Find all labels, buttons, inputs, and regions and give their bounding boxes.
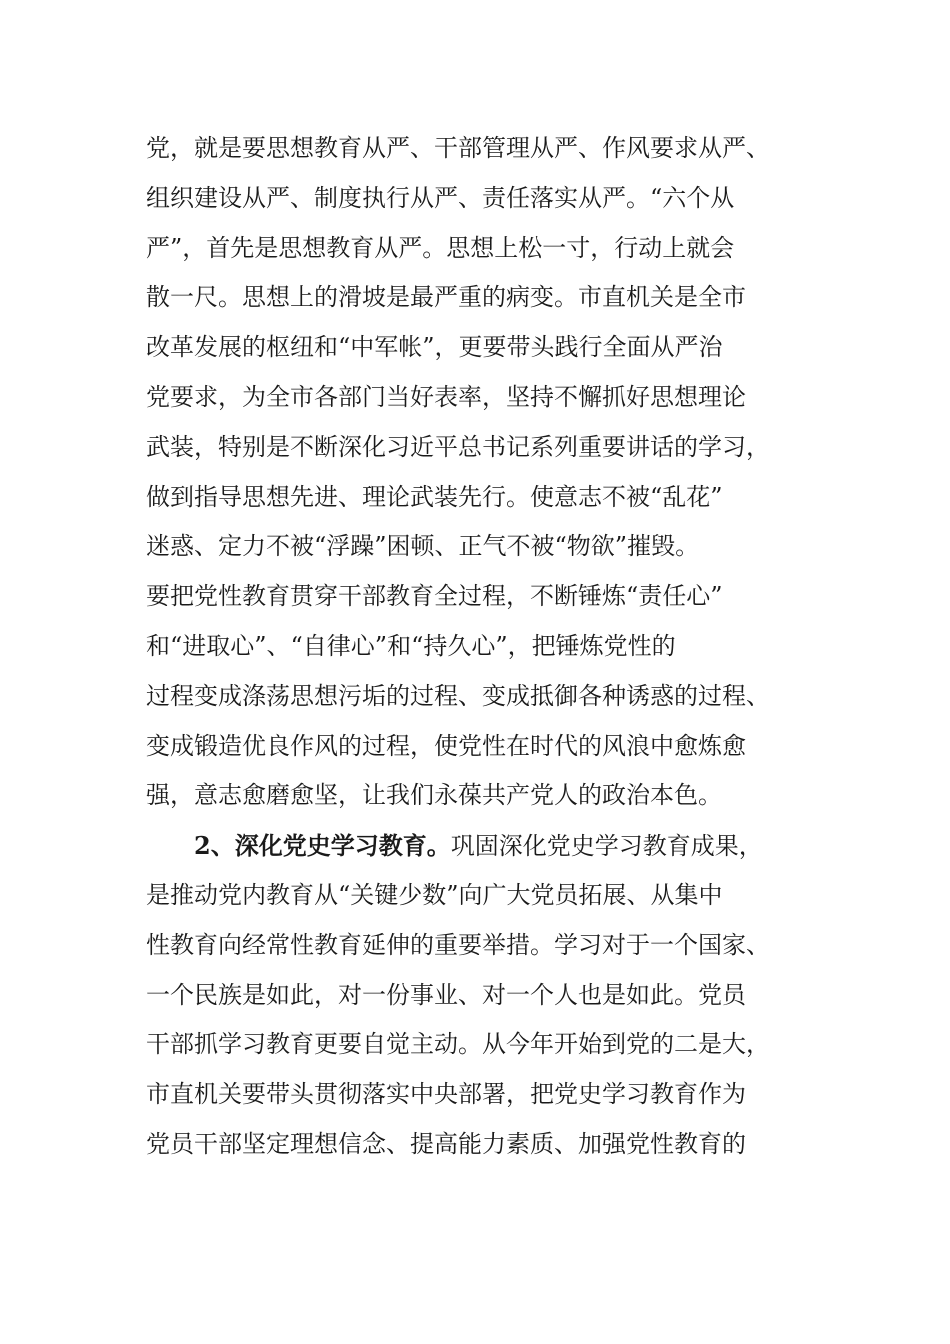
text-line: 党要求，为全市各部门当好表率，坚持不懈抓好思想理论 <box>146 382 746 411</box>
text-line: 强，意志愈磨愈坚，让我们永葆共产党人的政治本色。 <box>146 781 722 810</box>
section-2-first-line-text: 巩固深化党史学习教育成果， <box>450 832 763 861</box>
section-2-heading: 2、深化党史学习教育。 <box>194 831 451 861</box>
text-line: 组织建设从严、制度执行从严、责任落实从严。“六个从 <box>146 183 735 212</box>
text-line: 干部抓学习教育更要自觉主动。从今年开始到党的二是大， <box>146 1030 770 1059</box>
text-line: 是推动党内教育从“关键少数”向广大党员拓展、从集中 <box>146 880 723 909</box>
text-line: 和“进取心”、“自律心”和“持久心”，把锤炼党性的 <box>146 631 676 660</box>
text-line: 变成锻造优良作风的过程，使党性在时代的风浪中愈炼愈 <box>146 731 746 760</box>
text-line: 武装，特别是不断深化习近平总书记系列重要讲话的学习， <box>146 432 770 461</box>
text-line: 散一尺。思想上的滑坡是最严重的病变。市直机关是全市 <box>146 283 746 312</box>
section-2-first-line <box>146 821 806 871</box>
text-line: 迷惑、定力不被“浮躁”困顿、正气不被“物欲”摧毁。 <box>146 532 700 561</box>
text-line: 严”，首先是思想教育从严。思想上松一寸，行动上就会 <box>146 233 735 262</box>
text-line: 要把党性教育贯穿干部教育全过程，不断锤炼“责任心” <box>146 582 723 611</box>
text-line: 做到指导思想先进、理论武装先行。使意志不被“乱花” <box>146 482 723 511</box>
text-line: 过程变成涤荡思想污垢的过程、变成抵御各种诱惑的过程、 <box>146 681 770 710</box>
text-line: 市直机关要带头贯彻落实中央部署，把党史学习教育作为 <box>146 1080 746 1109</box>
text-line: 党员干部坚定理想信念、提高能力素质、加强党性教育的 <box>146 1129 746 1158</box>
text-line: 改革发展的枢纽和“中军帐”，更要带头践行全面从严治 <box>146 333 723 362</box>
text-line: 一个民族是如此，对一份事业、对一个人也是如此。党员 <box>146 980 746 1009</box>
text-line: 党，就是要思想教育从严、干部管理从严、作风要求从严、 <box>146 134 770 162</box>
body-text <box>146 124 806 1170</box>
text-line: 性教育向经常性教育延伸的重要举措。学习对于一个国家、 <box>146 930 770 959</box>
